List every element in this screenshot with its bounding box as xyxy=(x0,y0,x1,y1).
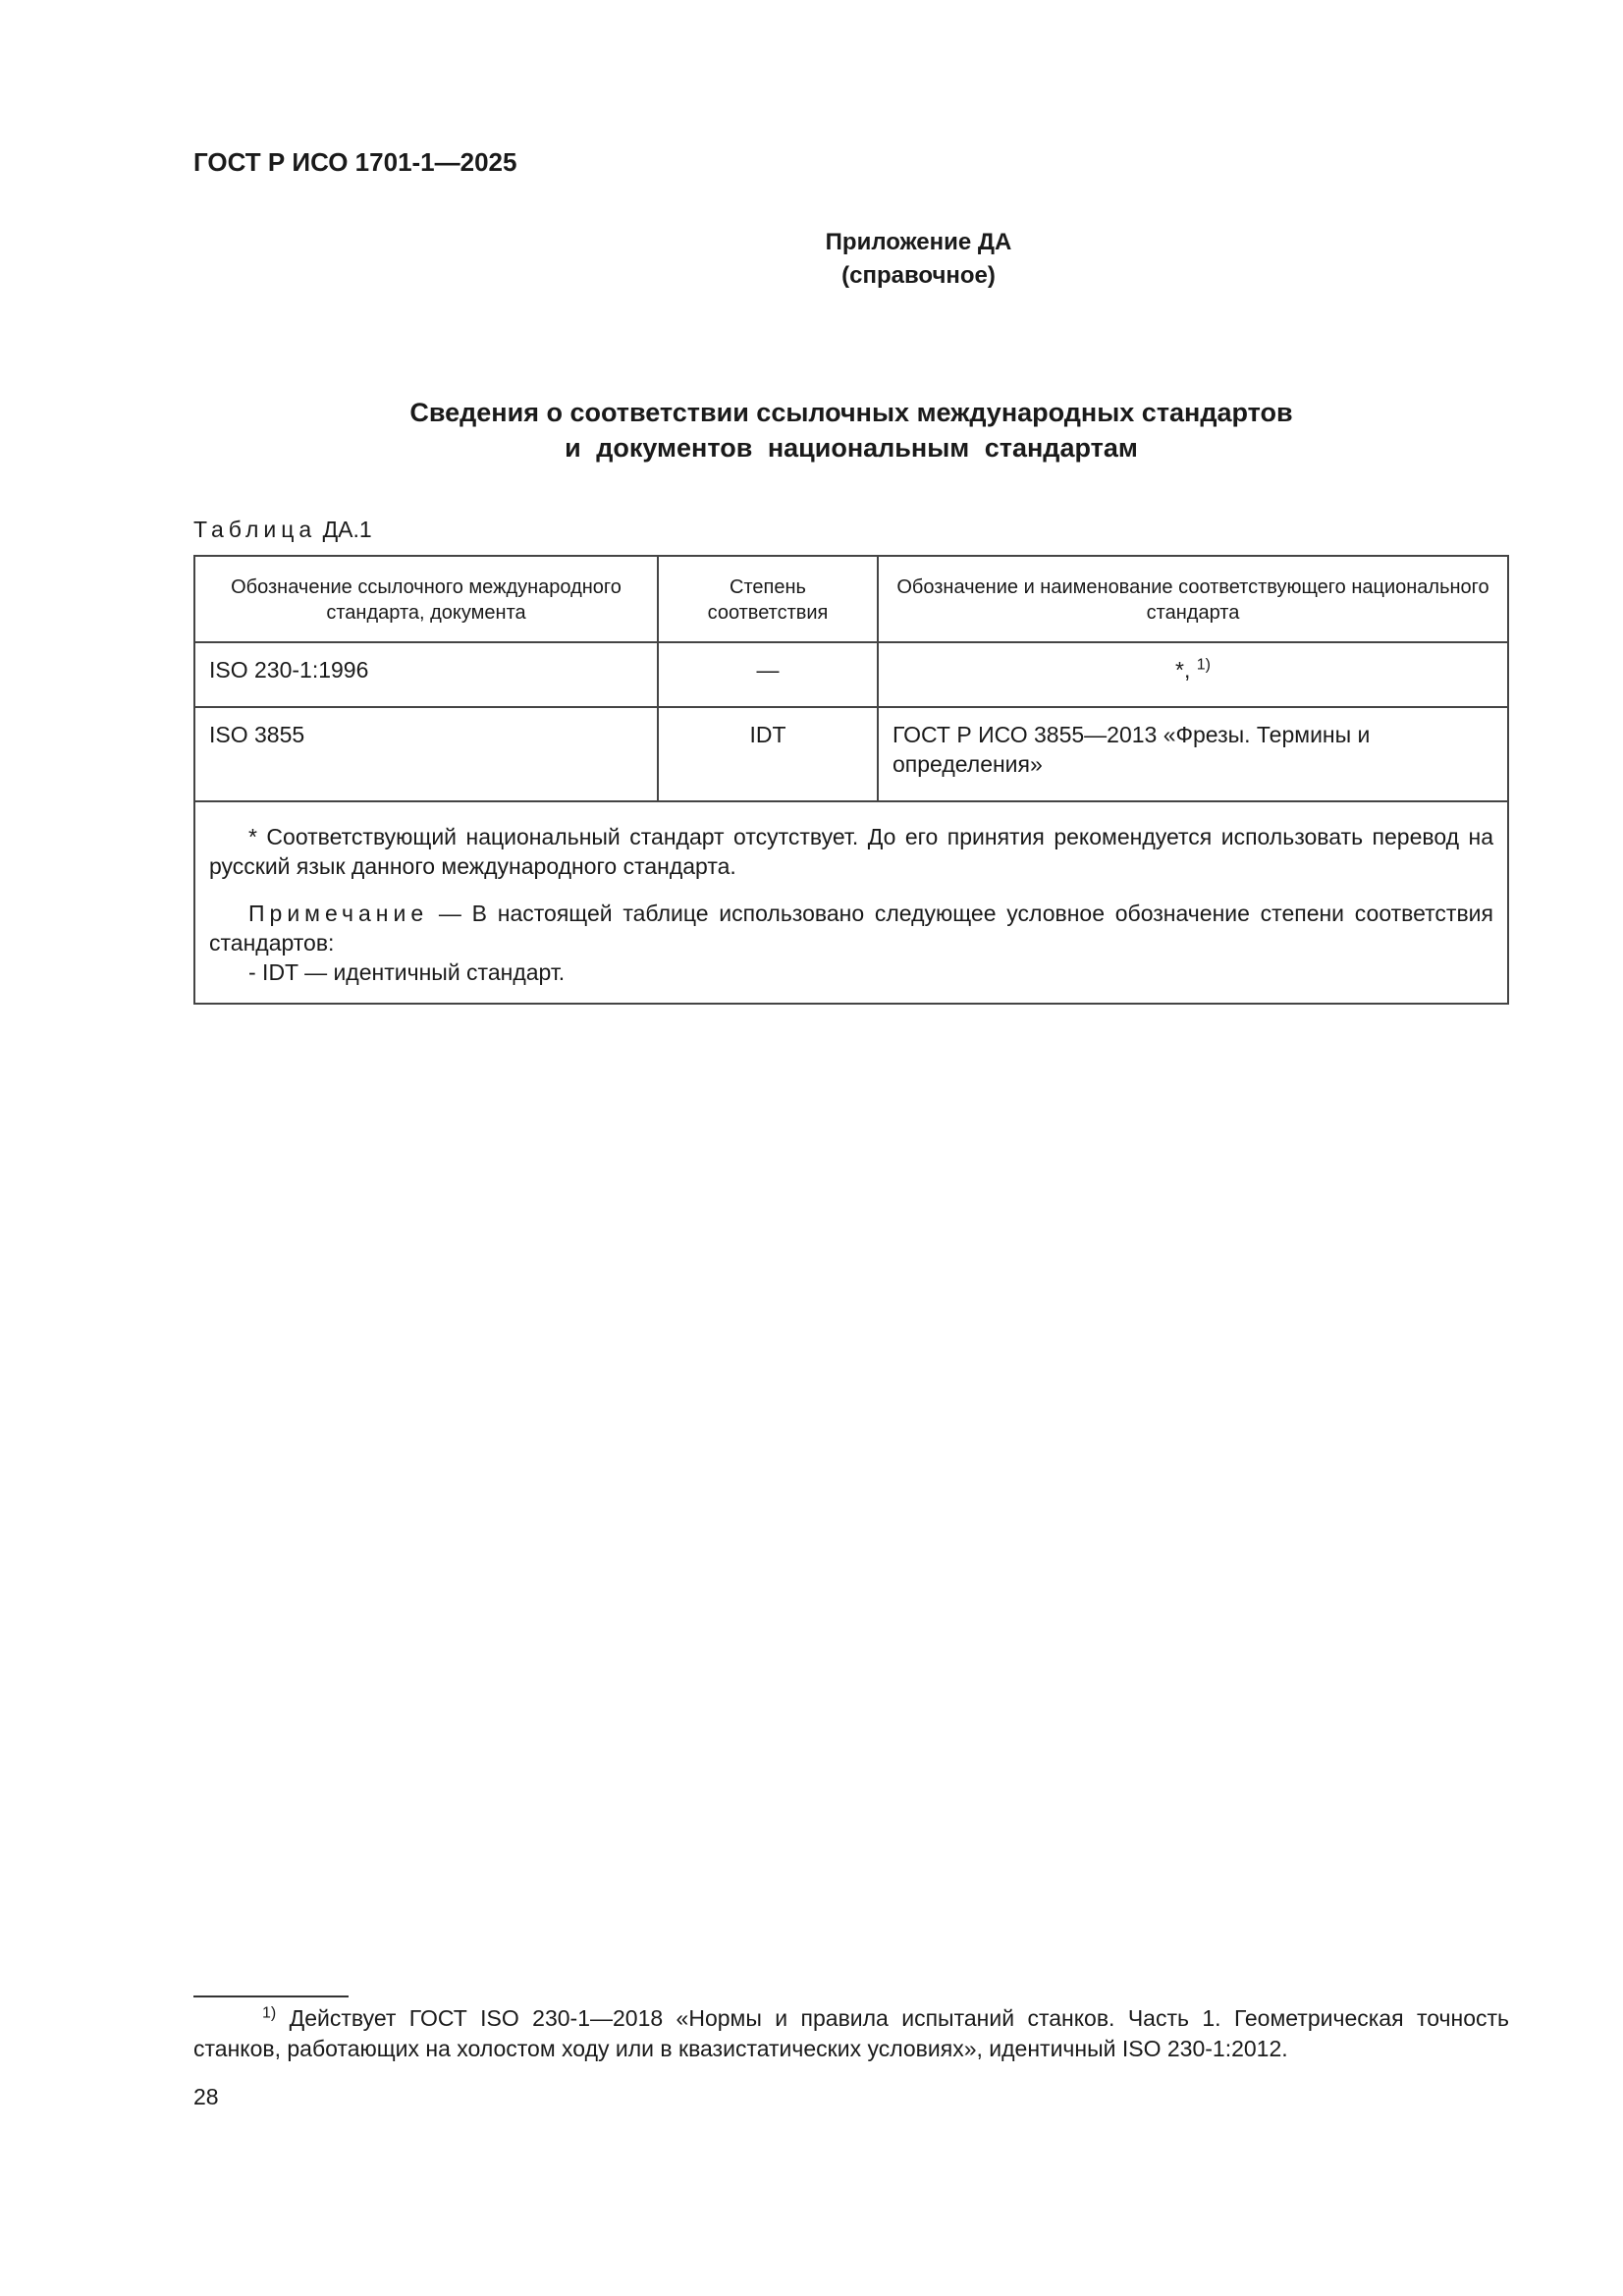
table-notes xyxy=(194,801,1508,1004)
table-row xyxy=(194,642,1508,707)
header-degree: Степень соответствия xyxy=(658,556,878,642)
header-national: Обозначение и наименование соответствующего национального стандарта xyxy=(878,556,1508,642)
table-caption-word: Таблица xyxy=(193,517,317,542)
title-line-1: Сведения о соответствии ссылочных международных стандартов xyxy=(409,398,1293,427)
table-notes-row xyxy=(194,801,1508,1004)
note-item: - IDT — идентичный стандарт. xyxy=(248,959,566,985)
document-header: ГОСТ Р ИСО 1701-1—2025 xyxy=(193,147,517,177)
cell-degree: — xyxy=(658,642,878,707)
table-caption xyxy=(193,517,372,543)
header-designation: Обозначение ссылочного международного стандарта, документа xyxy=(194,556,658,642)
annex-heading xyxy=(0,226,1623,293)
title-line-2: и документов национальным стандартам xyxy=(565,433,1138,463)
table-row xyxy=(194,707,1508,801)
cell-national xyxy=(878,642,1508,707)
footnote-text: Действует ГОСТ ISO 230-1—2018 «Нормы и правила испытаний станков. Часть 1. Геометрическая точность станков, работающих на холостом ходу или в квазистатических условиях», идентичный ISO 230-1:2012. xyxy=(193,2005,1509,2061)
cell-designation: ISO 230-1:1996 xyxy=(194,642,658,707)
note-label: Примечание xyxy=(248,901,429,926)
footnote-marker: 1) xyxy=(262,2004,277,2022)
annex-type: (справочное) xyxy=(841,262,996,289)
star-note: * Соответствующий национальный стандарт отсутствует. До его принятия рекомендуется использовать перевод на русский язык данного международного стандарта. xyxy=(209,824,1493,879)
note-text: — В настоящей таблице использовано следующее условное обозначение степени соответствия стандартов: xyxy=(209,901,1493,956)
table-header-row xyxy=(194,556,1508,642)
note xyxy=(209,899,1493,957)
footnote xyxy=(193,2003,1509,2064)
cell-designation: ISO 3855 xyxy=(194,707,658,801)
cell-degree: IDT xyxy=(658,707,878,801)
annex-title: Приложение ДА xyxy=(825,229,1012,255)
national-text: *, xyxy=(1175,657,1191,683)
annex-main-title xyxy=(193,395,1509,465)
page-number: 28 xyxy=(193,2084,219,2109)
table-caption-number: ДА.1 xyxy=(322,517,372,542)
footnote-separator xyxy=(193,1995,349,1997)
cell-national: ГОСТ Р ИСО 3855—2013 «Фрезы. Термины и определения» xyxy=(878,707,1508,801)
correspondence-table xyxy=(193,555,1509,1005)
footnote-ref: 1) xyxy=(1196,656,1211,674)
